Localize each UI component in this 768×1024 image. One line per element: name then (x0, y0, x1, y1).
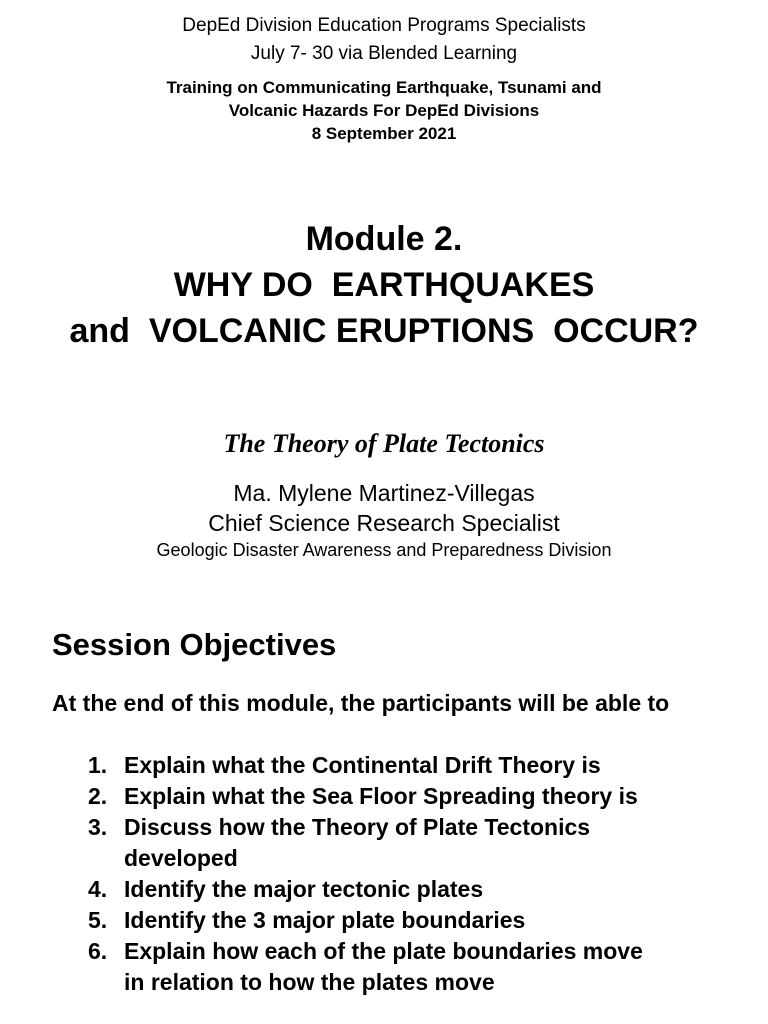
list-item (52, 750, 752, 781)
list-item (52, 905, 752, 936)
list-item (52, 936, 654, 998)
author-division: Geologic Disaster Awareness and Preparedness Division (156, 540, 612, 560)
list-item (52, 781, 752, 812)
module-number: Module 2. (305, 220, 463, 258)
module-heading (0, 216, 768, 354)
module-title-line1: WHY DO EARTHQUAKES (173, 266, 595, 304)
list-item (52, 874, 752, 905)
training-info (0, 76, 768, 145)
list-item-text: Identify the 3 major plate boundaries (124, 907, 526, 933)
list-item-number: 5. (88, 907, 108, 933)
objectives-intro: At the end of this module, the participants will be able to (52, 690, 670, 716)
author-name: Ma. Mylene Martinez-Villegas (233, 480, 535, 506)
training-title-line2: Volcanic Hazards For DepEd Divisions (228, 101, 540, 120)
list-item-text: Explain what the Continental Drift Theory is (124, 752, 601, 778)
list-item-number: 4. (88, 876, 108, 902)
module-title-line2: and VOLCANIC ERUPTIONS OCCUR? (69, 312, 699, 350)
header-audience: DepEd Division Education Programs Specialists (182, 15, 586, 36)
author-position: Chief Science Research Specialist (208, 510, 560, 536)
list-item-number: 6. (88, 938, 108, 964)
list-item-text: Identify the major tectonic plates (124, 876, 484, 902)
training-title-line1: Training on Communicating Earthquake, Tsunami and (166, 78, 602, 97)
list-item (52, 812, 654, 874)
objectives-list (52, 750, 752, 998)
author-block (0, 478, 768, 538)
section-title: Session Objectives (52, 627, 337, 662)
list-item-text: Explain what the Sea Floor Spreading theory is (124, 783, 638, 809)
list-item-text: Explain how each of the plate boundaries move in relation to how the plates move (124, 938, 643, 995)
subtitle: The Theory of Plate Tectonics (223, 429, 545, 458)
list-item-number: 2. (88, 783, 108, 809)
list-item-number: 3. (88, 814, 108, 840)
training-date: 8 September 2021 (311, 124, 457, 143)
header-schedule: July 7- 30 via Blended Learning (250, 43, 518, 64)
list-item-text: Discuss how the Theory of Plate Tectonics developed (124, 814, 591, 871)
list-item-number: 1. (88, 752, 108, 778)
